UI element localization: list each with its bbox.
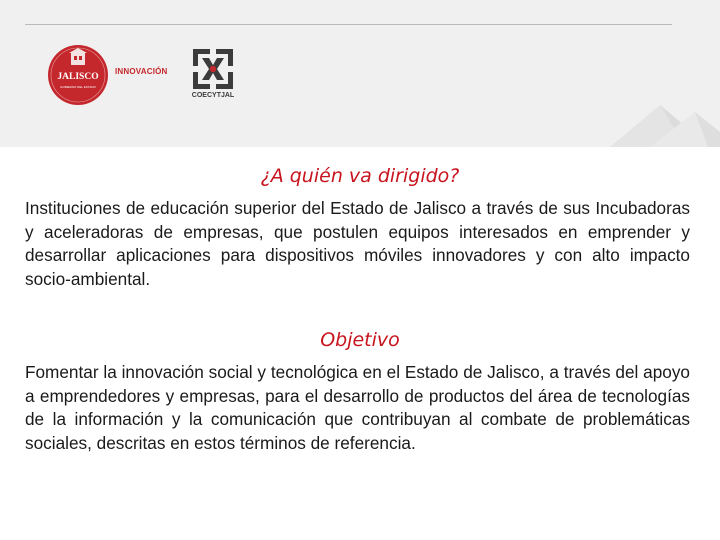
- jalisco-seal-icon: [47, 44, 109, 106]
- section-body-objetivo: Fomentar la innovación social y tecnológica en el Estado de Jalisco, a través del apoyo a emprendedores y empresas, para el desarrollo de productos del área de tecnologías de la información y la comunicación que contribuyan al combate de problemáticas sociales, descritas en estos términos de referencia.: [25, 362, 690, 453]
- header-banner: [0, 0, 720, 147]
- section-body-dirigido: Instituciones de educación superior del Estado de Jalisco a través de sus Incubadoras y aceleradoras de empresas, que postulen equipos interesados en emprender y desarrollar aplicaciones para dispositivos móviles innovadores y con alto impacto socio-ambiental.: [25, 198, 690, 289]
- innovacion-label: INNOVACIÓN: [115, 67, 168, 76]
- logo-text: JALISCO: [57, 72, 99, 82]
- section-title-dirigido: ¿A quién va dirigido?: [260, 165, 460, 187]
- header-divider: [25, 24, 672, 25]
- mountain-graphic: [590, 87, 720, 147]
- coecytjal-logo-icon: [193, 49, 233, 89]
- coecytjal-label: COECYTJAL: [191, 92, 235, 99]
- section-title-objetivo: Objetivo: [320, 329, 400, 351]
- logo-subtext: GOBIERNO DEL ESTADO: [60, 85, 96, 89]
